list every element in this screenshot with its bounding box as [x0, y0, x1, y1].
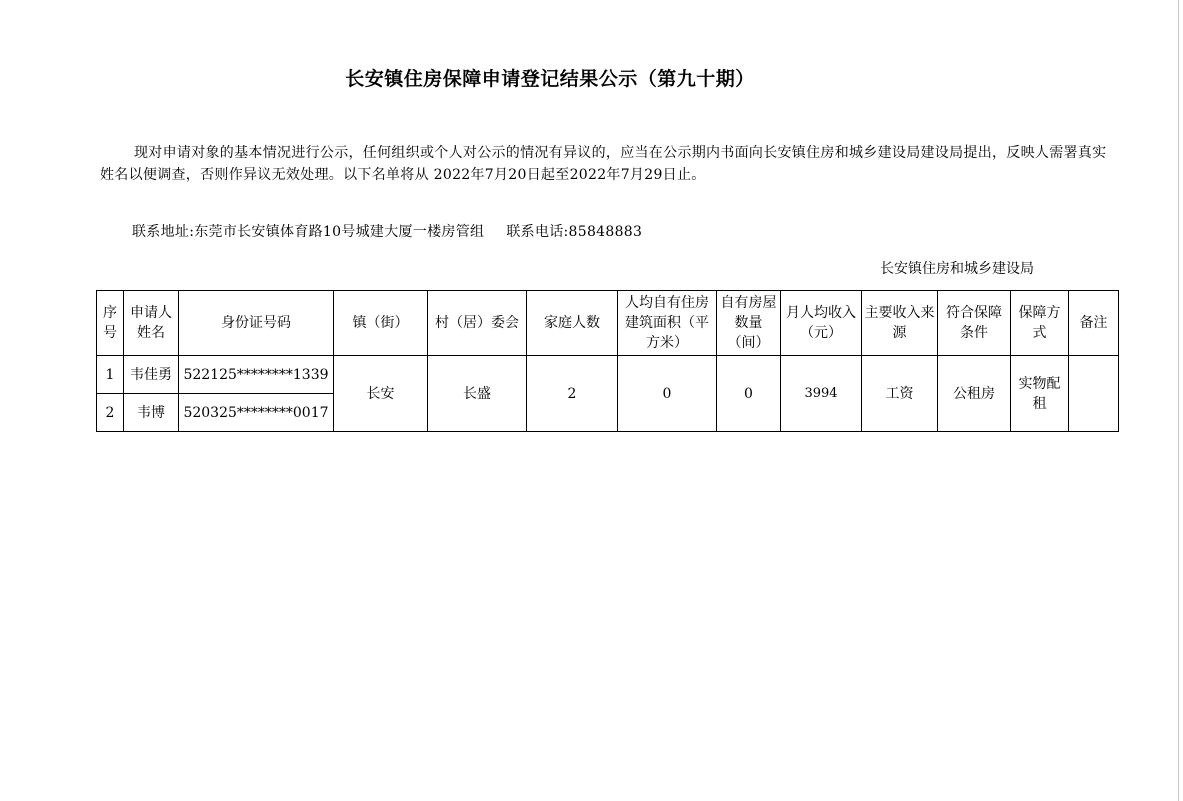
header-seq: 序号 — [97, 291, 124, 356]
cell-remarks — [1069, 356, 1119, 432]
cell-name: 韦佳勇 — [124, 356, 179, 394]
header-income-source: 主要收入来源 — [862, 291, 938, 356]
contact-address: 联系地址:东莞市长安镇体育路10号城建大厦一楼房管组 — [132, 224, 485, 240]
cell-owned-rooms: 0 — [717, 356, 781, 432]
cell-income-source: 工资 — [862, 356, 938, 432]
intro-paragraph: 现对申请对象的基本情况进行公示，任何组织或个人对公示的情况有异议的，应当在公示期内书面向长安镇住房和城乡建设局建设局提出，反映人需署真实姓名以便调查，否则作异议无效处理。以下名单将从 2022年7月20日起至2022年7月29日止。 — [100, 145, 1107, 183]
cell-monthly-income: 3994 — [781, 356, 862, 432]
header-village: 村（居）委会 — [428, 291, 527, 356]
page-edge-line — [1178, 0, 1179, 801]
header-monthly-income: 月人均收入（元） — [781, 291, 862, 356]
cell-village: 长盛 — [428, 356, 527, 432]
cell-eligible-condition: 公租房 — [938, 356, 1011, 432]
table-row — [97, 356, 1119, 394]
contact-phone: 联系电话:85848883 — [506, 224, 643, 240]
cell-id-number: 522125********1339 — [179, 356, 334, 394]
contact-line — [132, 221, 642, 241]
header-name: 申请人姓名 — [124, 291, 179, 356]
header-family-size: 家庭人数 — [527, 291, 618, 356]
header-remarks: 备注 — [1069, 291, 1119, 356]
cell-name: 韦博 — [124, 394, 179, 432]
header-housing-area: 人均自有住房建筑面积（平方米） — [618, 291, 717, 356]
cell-support-method: 实物配租 — [1011, 356, 1069, 432]
applicant-table — [96, 290, 1119, 432]
header-town: 镇（街） — [334, 291, 428, 356]
cell-family-size: 2 — [527, 356, 618, 432]
page-title: 长安镇住房保障申请登记结果公示（第九十期） — [345, 68, 755, 90]
cell-seq: 2 — [97, 394, 124, 432]
header-eligible-condition: 符合保障条件 — [938, 291, 1011, 356]
header-owned-rooms: 自有房屋数量（间） — [717, 291, 781, 356]
cell-seq: 1 — [97, 356, 124, 394]
table-header-row — [97, 291, 1119, 356]
cell-id-number: 520325********0017 — [179, 394, 334, 432]
issuer-name: 长安镇住房和城乡建设局 — [880, 261, 1034, 277]
cell-housing-area: 0 — [618, 356, 717, 432]
cell-town: 长安 — [334, 356, 428, 432]
header-support-method: 保障方式 — [1011, 291, 1069, 356]
header-id-number: 身份证号码 — [179, 291, 334, 356]
